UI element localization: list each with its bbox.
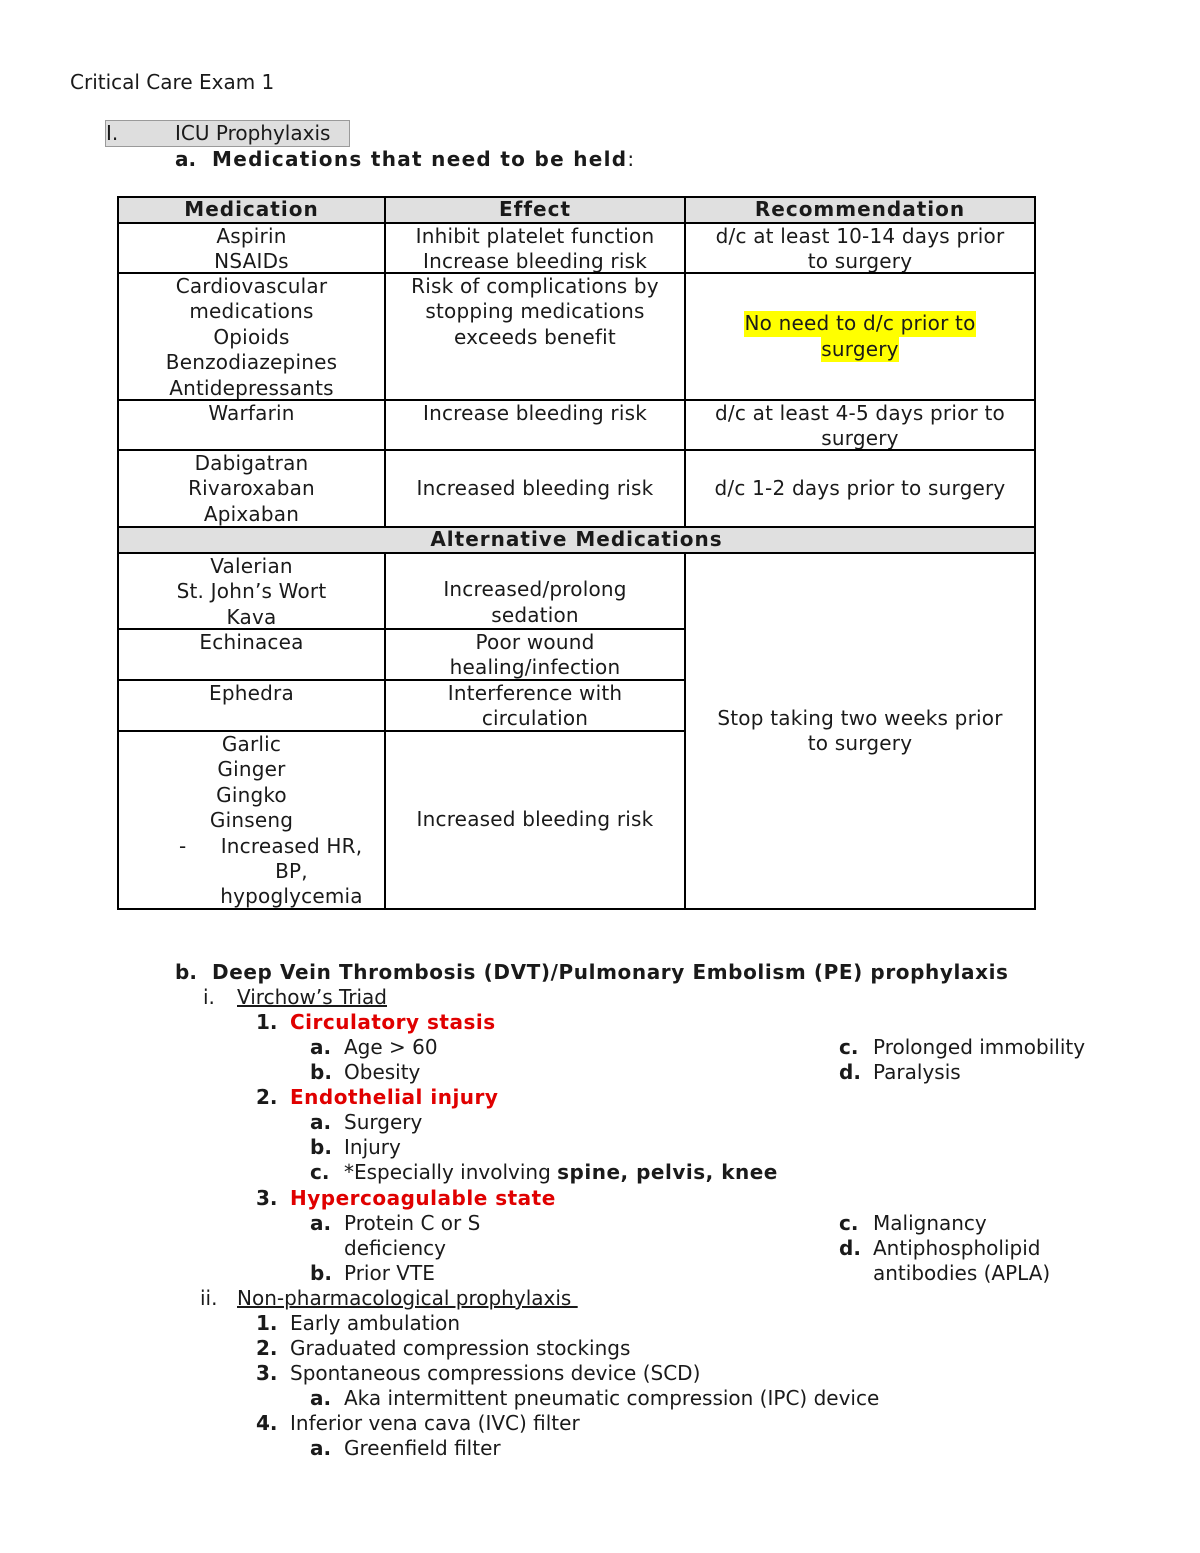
list-item: Graduated compression stockings [290, 1336, 631, 1360]
alt-row3-effect [384, 679, 686, 732]
med-line: medications [189, 299, 314, 324]
item-number: 3. [256, 1186, 278, 1210]
document-title: Critical Care Exam 1 [70, 70, 275, 94]
effect-line: Increased bleeding risk [416, 807, 654, 832]
item-letter: a. [310, 1211, 332, 1235]
alt-row2-medication [117, 628, 386, 681]
item-letter: c. [310, 1160, 330, 1184]
med-nsaids: NSAIDs [214, 249, 289, 274]
sub-i-numeral: i. [203, 985, 215, 1009]
row2-effect [384, 272, 686, 401]
row2-recommendation [684, 272, 1036, 401]
list-item-text: *Especially involving [344, 1160, 558, 1184]
med-line: Kava [226, 604, 277, 629]
row1-effect [384, 222, 686, 274]
row3-medication [117, 399, 386, 451]
effect-line: stopping medications [425, 299, 645, 324]
sub-b-letter: b. [175, 960, 197, 984]
alt-row2-effect [384, 628, 686, 681]
recommendation-line: surgery [821, 426, 899, 451]
list-item: Age > 60 [344, 1035, 438, 1059]
section-numeral: I. [106, 121, 119, 145]
item-letter: b. [310, 1261, 332, 1285]
sub-ii-numeral: ii. [200, 1286, 218, 1310]
effect-line: Interference with [447, 681, 623, 705]
alt-row3-medication [117, 679, 386, 732]
bullet-line: BP, [275, 859, 308, 884]
header-medication: Medication [117, 196, 386, 224]
list-item-continued: deficiency [344, 1236, 446, 1260]
highlighted-recommendation: surgery [821, 336, 899, 361]
effect-line: Increase bleeding risk [422, 249, 648, 274]
virchow-circulatory-stasis: Circulatory stasis [290, 1010, 496, 1034]
med-line: Valerian [210, 554, 293, 578]
list-item-emphasis: spine, pelvis, knee [557, 1160, 778, 1184]
item-number: 1. [256, 1010, 278, 1034]
list-item: Aka intermittent pneumatic compression (IPC) device [344, 1386, 880, 1410]
effect-line: circulation [481, 706, 589, 731]
sub-a-heading [212, 147, 635, 172]
med-warfarin: Warfarin [208, 401, 295, 425]
alt-recommendation [684, 552, 1036, 910]
item-number: 1. [256, 1311, 278, 1335]
recommendation-line: to surgery [807, 731, 913, 755]
item-letter: a. [310, 1436, 332, 1460]
alt-row4-medication [117, 730, 386, 910]
alt-row4-effect [384, 730, 686, 910]
med-line: Benzodiazepines [165, 350, 338, 375]
med-aspirin: Aspirin [216, 224, 287, 248]
med-ginger: Ginger [217, 757, 286, 782]
med-line: Antidepressants [169, 375, 334, 400]
item-letter: d. [839, 1060, 861, 1084]
med-gingko: Gingko [216, 782, 287, 807]
recommendation-line: d/c at least 4-5 days prior to [715, 401, 1005, 425]
item-number: 3. [256, 1361, 278, 1385]
list-item: Prolonged immobility [873, 1035, 1086, 1059]
bullet-line: Increased HR, [220, 833, 363, 858]
list-item: Spontaneous compressions device (SCD) [290, 1361, 701, 1385]
list-item: Obesity [344, 1060, 421, 1084]
item-number: 4. [256, 1411, 278, 1435]
item-letter: d. [839, 1236, 861, 1260]
virchow-hypercoagulable-state: Hypercoagulable state [290, 1186, 556, 1210]
med-echinacea: Echinacea [199, 630, 304, 654]
recommendation-line: d/c 1-2 days prior to surgery [714, 475, 1006, 500]
item-letter: c. [839, 1211, 859, 1235]
med-line: Cardiovascular [175, 274, 328, 298]
sub-a-letter: a. [175, 147, 197, 171]
med-line: Opioids [213, 324, 290, 349]
sub-a-title: Medications that need to be held [212, 147, 628, 171]
recommendation-line: d/c at least 10-14 days prior [715, 224, 1005, 248]
row4-effect [384, 449, 686, 528]
sub-ii-title: Non-pharmacological prophylaxis [237, 1286, 578, 1310]
virchow-endothelial-injury: Endothelial injury [290, 1085, 499, 1109]
list-item: Protein C or S [344, 1211, 481, 1235]
effect-line: Risk of complications by [411, 274, 659, 298]
row1-medication [117, 222, 386, 274]
effect-line: Inhibit platelet function [415, 224, 655, 248]
side-effect-bullet [119, 834, 384, 908]
recommendation-line: Stop taking two weeks prior [717, 705, 1003, 730]
item-letter: b. [310, 1135, 332, 1159]
item-letter: a. [310, 1035, 332, 1059]
med-line: Apixaban [203, 501, 300, 526]
item-letter: b. [310, 1060, 332, 1084]
alt-row1-effect [384, 552, 686, 630]
sub-a-colon: : [627, 147, 636, 171]
effect-line: exceeds benefit [454, 324, 616, 349]
row3-effect [384, 399, 686, 451]
list-item: Injury [344, 1135, 401, 1159]
alt-row1-medication [117, 552, 386, 630]
sub-b-title: Deep Vein Thrombosis (DVT)/Pulmonary Embolism (PE) prophylaxis [212, 960, 1009, 984]
row4-medication [117, 449, 386, 528]
medications-table [117, 196, 1036, 910]
item-letter: c. [839, 1035, 859, 1059]
list-item: Inferior vena cava (IVC) filter [290, 1411, 580, 1435]
effect-line: Increased bleeding risk [416, 475, 654, 500]
item-letter: a. [310, 1386, 332, 1410]
list-item [344, 1160, 778, 1185]
list-item: Greenfield filter [344, 1436, 501, 1460]
alternative-medications-header: Alternative Medications [117, 526, 1036, 554]
list-item: Antiphospholipid [873, 1236, 1041, 1260]
item-number: 2. [256, 1336, 278, 1360]
effect-line: Poor wound [475, 630, 595, 654]
row1-recommendation [684, 222, 1036, 274]
effect-line: healing/infection [449, 655, 621, 680]
bullet-dash: - [179, 833, 187, 858]
med-ephedra: Ephedra [209, 681, 294, 705]
med-ginseng: Ginseng [209, 808, 294, 833]
header-effect: Effect [384, 196, 686, 224]
list-item: Prior VTE [344, 1261, 435, 1285]
bullet-line: hypoglycemia [220, 884, 363, 909]
med-garlic: Garlic [221, 732, 282, 756]
med-line: Rivaroxaban [188, 476, 315, 501]
list-item: Early ambulation [290, 1311, 461, 1335]
med-line: St. John’s Wort [176, 579, 327, 604]
list-item: Surgery [344, 1110, 423, 1134]
list-item: Malignancy [873, 1211, 987, 1235]
med-line: Dabigatran [194, 451, 309, 475]
item-number: 2. [256, 1085, 278, 1109]
effect-line: Increase bleeding risk [422, 401, 648, 425]
list-item-continued: antibodies (APLA) [873, 1261, 1051, 1285]
header-recommendation: Recommendation [684, 196, 1036, 224]
row4-recommendation [684, 449, 1036, 528]
highlighted-recommendation: No need to d/c prior to [744, 311, 976, 336]
sub-i-title: Virchow’s Triad [237, 985, 387, 1009]
recommendation-line: to surgery [807, 249, 913, 274]
list-item: Paralysis [873, 1060, 961, 1084]
effect-line: sedation [491, 602, 579, 627]
row2-medication [117, 272, 386, 401]
item-letter: a. [310, 1110, 332, 1134]
row3-recommendation [684, 399, 1036, 451]
section-title: ICU Prophylaxis [175, 121, 331, 145]
effect-line: Increased/prolong [443, 577, 627, 602]
